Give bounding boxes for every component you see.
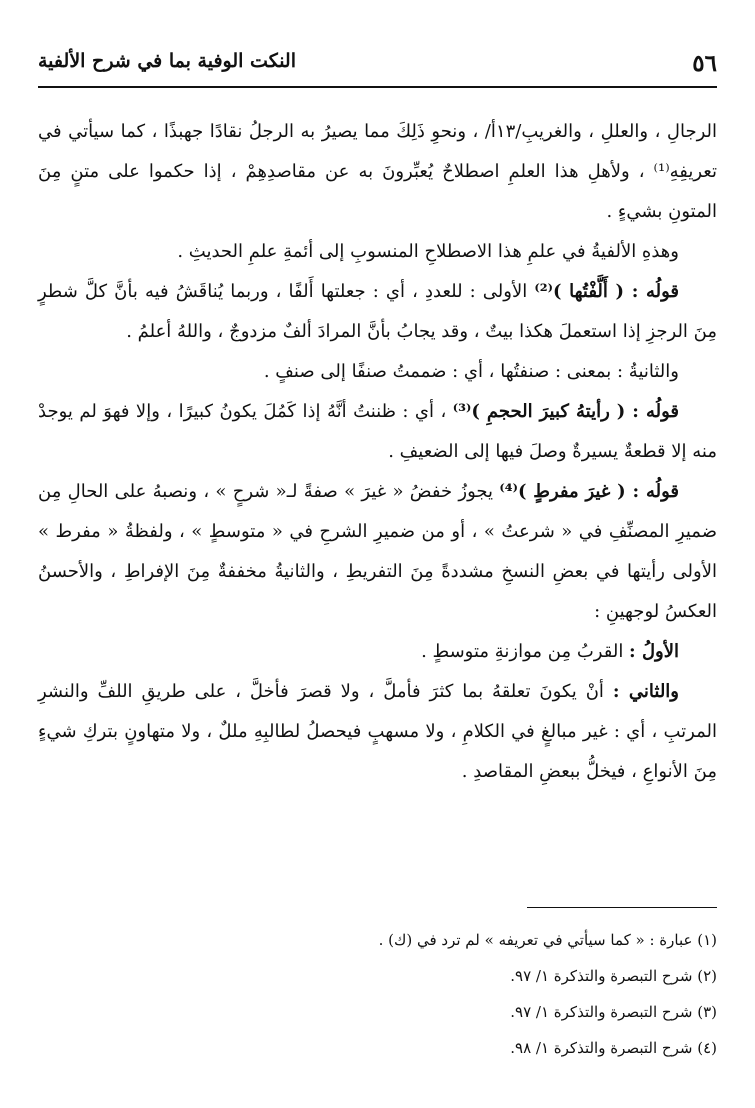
page-header (38, 40, 717, 92)
paragraph: والثاني : أنْ يكونَ تعلقهُ بما كثرَ فأملَّ ، ولا قصرَ فأخلَّ ، على طريقِ اللفِّ والنشرِ المرتبِ ، أي : غير مبالغٍ في الكلامِ ، ولا مسهبٍ فيحصلُ لطالبِهِ مللٌ ، ولا متهاونٍ بتركِ شيءٍ مِنَ الأنواعِ ، فيخلُّ ببعضِ المقاصدِ . (38, 681, 718, 782)
paragraph: قولُه : ( غيرَ مفرطٍ )⁽⁴⁾ يجوزُ خفضُ « غيرَ » صفةً لـ« شرحٍ » ، ونصبهُ على الحالِ مِن ضميرِ المصنِّفِ في « شرعتُ » ، أو من ضميرِ الشرحِ في « متوسطٍ » ، ولفظةُ « مفرط » الأولى رأيتها في بعضِ النسخِ مشددةً مِنَ التفريطِ ، والثانيةُ مخففةٌ مِنَ الإفراطِ ، والأحسنُ العكسُ لوجهينِ : (38, 481, 717, 622)
paragraph: وهذهِ الألفيةُ في علمِ هذا الاصطلاحِ المنسوبِ إلى أئمةِ علمِ الحديثِ . (177, 241, 679, 262)
paragraph: الأولُ : القربُ مِن موازنةِ متوسطٍ . (421, 641, 679, 662)
paragraph: قولُه : ( أَلَّفْتُها )⁽²⁾ الأولى : للعددِ ، أي : جعلتها أَلفًا ، وربما يُناقَشُ فيه بأنَّ كلَّ شطرٍ مِنَ الرجزِ إذا استعملَ هكذا بيتٌ ، وقد يجابُ بأنَّ المرادَ ألفٌ مزدوجٌ ، واللهُ أعلمُ . (38, 281, 717, 342)
page-number: ٥٦ (692, 50, 717, 77)
running-title: النكت الوفية بما في شرح الألفية (38, 50, 296, 72)
paragraph: الرجالِ ، والعللِ ، والغريبِ/١٣أ/ ، ونحوِ ذَلِكَ مما يصيرُ به الرجلُ نقادًا جهبذًا ، كما سيأتي في تعريفِهِ⁽¹⁾ ، ولأهلِ هذا العلمِ اصطلاحٌ يُعبِّرونَ به عن مقاصدِهِمْ ، إذا حكموا على متنٍ مِنَ المتونِ بشيءٍ . (38, 121, 717, 222)
paragraph: والثانيةُ : بمعنى : صنفتُها ، أي : ضممتُ صنفًا إلى صنفٍ . (263, 361, 679, 382)
footnote: (٤) شرح التبصرة والتذكرة ١/ ٩٨. (510, 1039, 717, 1057)
footnote: (٢) شرح التبصرة والتذكرة ١/ ٩٧. (510, 967, 717, 985)
main-text (38, 112, 717, 792)
header-rule (38, 86, 717, 88)
footnotes (38, 922, 717, 1066)
footnote: (٣) شرح التبصرة والتذكرة ١/ ٩٧. (510, 1003, 717, 1021)
paragraph: قولُه : ( رأيتهُ كبيرَ الحجمِ )⁽³⁾ ، أي : ظننتُ أنَّهُ إذا كَمُلَ يكونُ كبيرًا ، وإلا فهوَ لم يوجدْ منه إلا قطعةٌ يسيرةٌ وصلَ فيها إلى الضعيفِ . (38, 401, 717, 462)
footnote: (١) عبارة : « كما سيأتي في تعريفه » لم ترد في (ك) . (378, 931, 717, 949)
footnote-rule (527, 907, 717, 908)
